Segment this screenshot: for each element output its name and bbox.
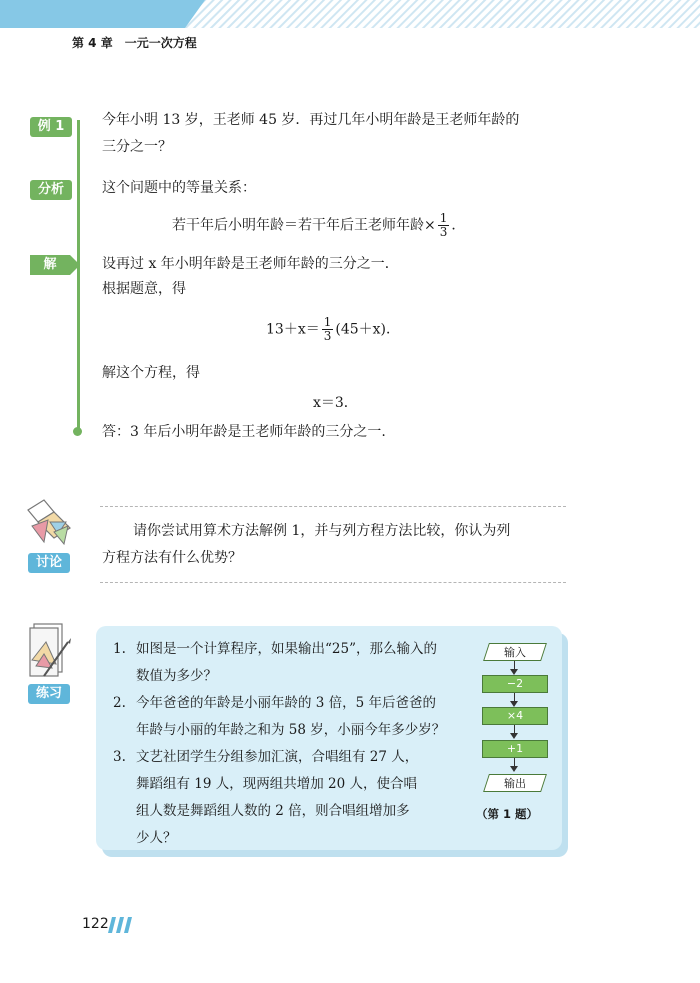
discussion-bottom-divider [100, 582, 566, 583]
example-problem-line1: 今年小明 13 岁，王老师 45 岁．再过几年小明年龄是王老师年龄的 [102, 112, 520, 128]
page-number [82, 916, 109, 932]
discussion-tag: 讨论 [28, 553, 70, 573]
exercise-item-3-line4: 少人？ [136, 830, 177, 846]
flowchart-step-add: +1 [482, 740, 548, 758]
exercise-item-2-num: 2. [113, 695, 126, 711]
exercise-tag: 练习 [28, 684, 70, 704]
discussion-top-divider [100, 506, 566, 507]
analysis-tag: 分析 [30, 180, 72, 200]
exercise-item-1-line2: 数值为多少？ [136, 668, 217, 684]
page-number-text: 122 [82, 916, 109, 932]
result: x＝3． [313, 395, 358, 411]
exercise-item-1-num: 1. [113, 641, 126, 657]
exercise-item-1-line1: 如图是一个计算程序，如果输出“25”，那么输入的 [136, 641, 437, 657]
exercise-icon [24, 620, 74, 680]
relation-end: ． [451, 217, 466, 234]
exercise-item-2-line1: 今年爸爸的年龄是小丽年龄的 3 倍，5 年后爸爸的 [136, 695, 437, 711]
example-problem-line2: 三分之一？ [102, 139, 172, 155]
equation-frac-den: 3 [323, 329, 332, 343]
exercise-item-2-line2: 年龄与小丽的年龄之和为 58 岁，小丽今年多少岁？ [136, 722, 446, 738]
flowchart-step-subtract: −2 [482, 675, 548, 693]
flowchart-arrow-4 [510, 766, 518, 772]
page-number-slashes-icon [108, 917, 132, 933]
example-rule-dot [73, 427, 82, 436]
relation-text: 若干年后小明年龄＝若干年后王老师年龄× [172, 217, 436, 234]
example-tag: 例 1 [30, 117, 72, 137]
equation [266, 316, 400, 343]
flowchart-arrow-3 [510, 733, 518, 739]
equation-fraction [322, 316, 334, 343]
relation-fraction [438, 212, 450, 239]
equation-left: 13＋x＝ [266, 321, 320, 338]
relation-frac-num: 1 [439, 211, 448, 225]
relation-formula [172, 212, 465, 239]
solution-line1: 设再过 x 年小明年龄是王老师年龄的三分之一． [102, 256, 399, 272]
discussion-icon [24, 498, 74, 552]
exercise-item-3-num: 3. [113, 749, 126, 765]
discussion-line2: 方程方法有什么优势？ [102, 550, 242, 566]
chapter-title: 第 4 章 一元一次方程 [72, 36, 197, 50]
solution-line2: 根据题意，得 [102, 281, 186, 297]
flowchart-input-label: 输入 [504, 646, 526, 659]
header-bar [0, 0, 700, 28]
flowchart-output [483, 774, 547, 792]
equation-frac-num: 1 [323, 315, 332, 329]
answer: 答：3 年后小明年龄是王老师年龄的三分之一. [102, 424, 386, 440]
exercise-item-3-line2: 舞蹈组有 19 人，现两组共增加 20 人，使合唱 [136, 776, 418, 792]
flowchart-caption: （第 1 题） [476, 807, 539, 821]
analysis-text: 这个问题中的等量关系： [102, 180, 256, 196]
solution-line3: 解这个方程，得 [102, 365, 200, 381]
relation-frac-den: 3 [439, 225, 448, 239]
equation-right: (45＋x)． [335, 321, 400, 338]
flowchart-input [483, 643, 547, 661]
discussion-line1: 请你尝试用算术方法解例 1，并与列方程方法比较，你认为列 [133, 523, 511, 539]
flowchart-output-label: 输出 [504, 777, 526, 790]
example-rule-line [77, 120, 80, 430]
exercise-item-3-line1: 文艺社团学生分组参加汇演，合唱组有 27 人， [136, 749, 419, 765]
flowchart-step-multiply: ×4 [482, 707, 548, 725]
solution-tag: 解 [43, 257, 57, 272]
exercise-item-3-line3: 组人数是舞蹈组人数的 2 倍，则合唱组增加多 [136, 803, 410, 819]
